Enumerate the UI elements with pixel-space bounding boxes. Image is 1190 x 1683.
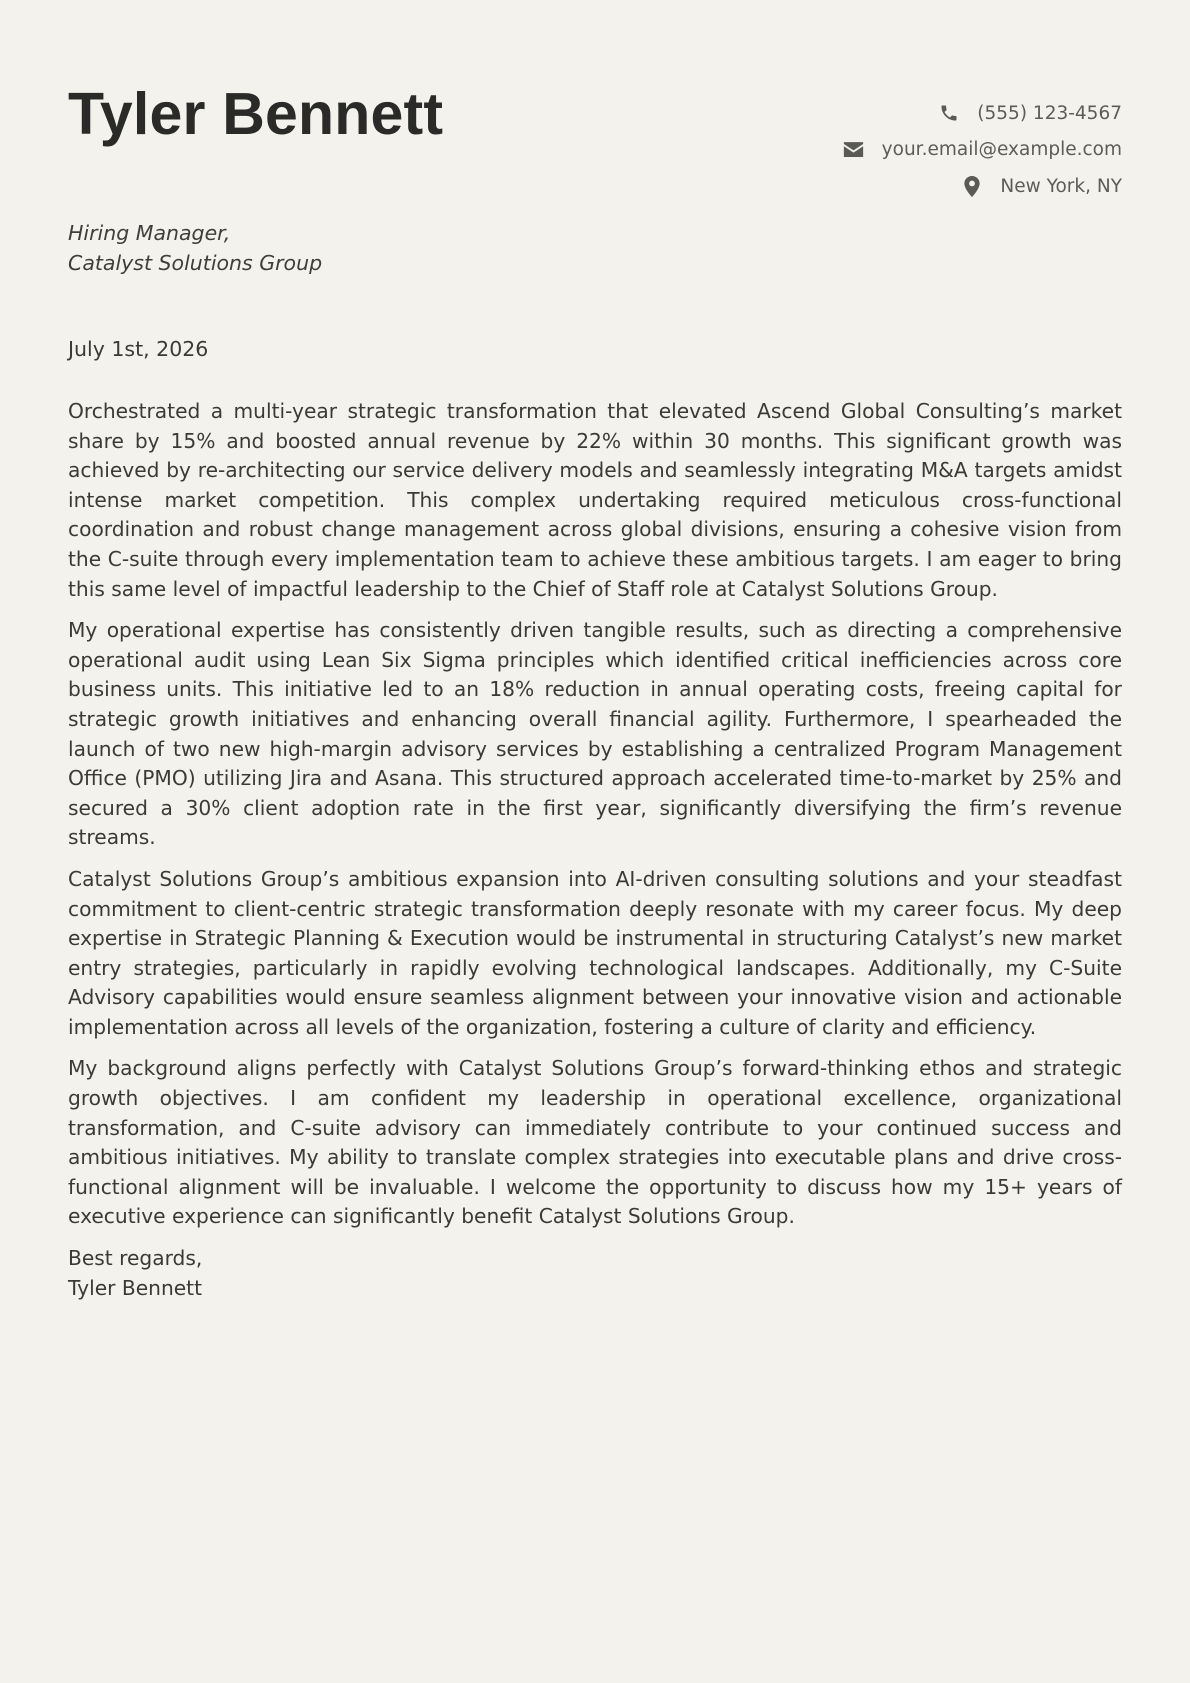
letter-body: [68, 397, 1122, 1303]
body-paragraph-1: Orchestrated a multi-year strategic transformation that elevated Ascend Global Consulting’s market share by 15% and boosted annual revenue by 22% within 30 months. This significant growth was achieved by re-architecting our service delivery models and seamlessly integrating M&A targets amidst intense market competition. This complex undertaking required meticulous cross-functional coordination and robust change management across global divisions, ensuring a cohesive vision from the C-suite through every implementation team to achieve these ambitious targets. I am eager to bring this same level of impactful leadership to the Chief of Staff role at Catalyst Solutions Group.: [68, 399, 1122, 601]
signature-name: Tyler Bennett: [68, 1275, 202, 1300]
phone-text: (555) 123-4567: [977, 102, 1122, 124]
body-paragraph-4: My background aligns perfectly with Catalyst Solutions Group’s forward-thinking ethos and strategic growth objectives. I am confident my leadership in operational excellence, organizational transformation, and C-suite advisory can immediately contribute to your continued success and ambitious initiatives. My ability to translate complex strategies into executable plans and drive cross-functional alignment will be invaluable. I welcome the opportunity to discuss how my 15+ years of executive experience can significantly benefit Catalyst Solutions Group.: [68, 1056, 1122, 1229]
contact-phone: [843, 95, 1122, 132]
envelope-icon: [843, 139, 865, 161]
applicant-name: Tyler Bennett: [68, 81, 444, 147]
phone-icon: [938, 102, 960, 124]
recipient-block: [68, 219, 322, 278]
closing-text: Best regards,: [68, 1246, 203, 1271]
letter-date: July 1st, 2026: [68, 337, 209, 361]
email-text: your.email@example.com: [881, 139, 1122, 161]
recipient-company: Catalyst Solutions Group: [68, 250, 323, 275]
contact-email: [843, 132, 1122, 169]
signoff: [68, 1244, 1122, 1303]
body-paragraph-3: Catalyst Solutions Group’s ambitious expansion into AI-driven consulting solutions and your steadfast commitment to client-centric strategic transformation deeply resonate with my career focus. My deep expertise in Strategic Planning & Execution would be instrumental in structuring Catalyst’s new market entry strategies, particularly in rapidly evolving technological landscapes. Additionally, my C-Suite Advisory capabilities would ensure seamless alignment between your innovative vision and actionable implementation across all levels of the organization, fostering a culture of clarity and efficiency.: [68, 866, 1122, 1039]
letter-header: [68, 78, 1122, 203]
contact-location: [843, 168, 1122, 205]
location-text: New York, NY: [1000, 175, 1122, 197]
recipient-title: Hiring Manager,: [68, 221, 231, 245]
contact-info: [843, 95, 1122, 205]
body-paragraph-2: My operational expertise has consistently driven tangible results, such as directing a comprehensive operational audit using Lean Six Sigma principles which identified critical inefficiencies across core business units. This initiative led to an 18% reduction in annual operating costs, freeing capital for strategic growth initiatives and enhancing overall financial agility. Furthermore, I spearheaded the launch of two new high-margin advisory services by establishing a centralized Program Management Office (PMO) utilizing Jira and Asana. This structured approach accelerated time-to-market by 25% and secured a 30% client adoption rate in the first year, significantly diversifying the firm’s revenue streams.: [68, 618, 1122, 850]
map-pin-icon: [961, 175, 983, 197]
